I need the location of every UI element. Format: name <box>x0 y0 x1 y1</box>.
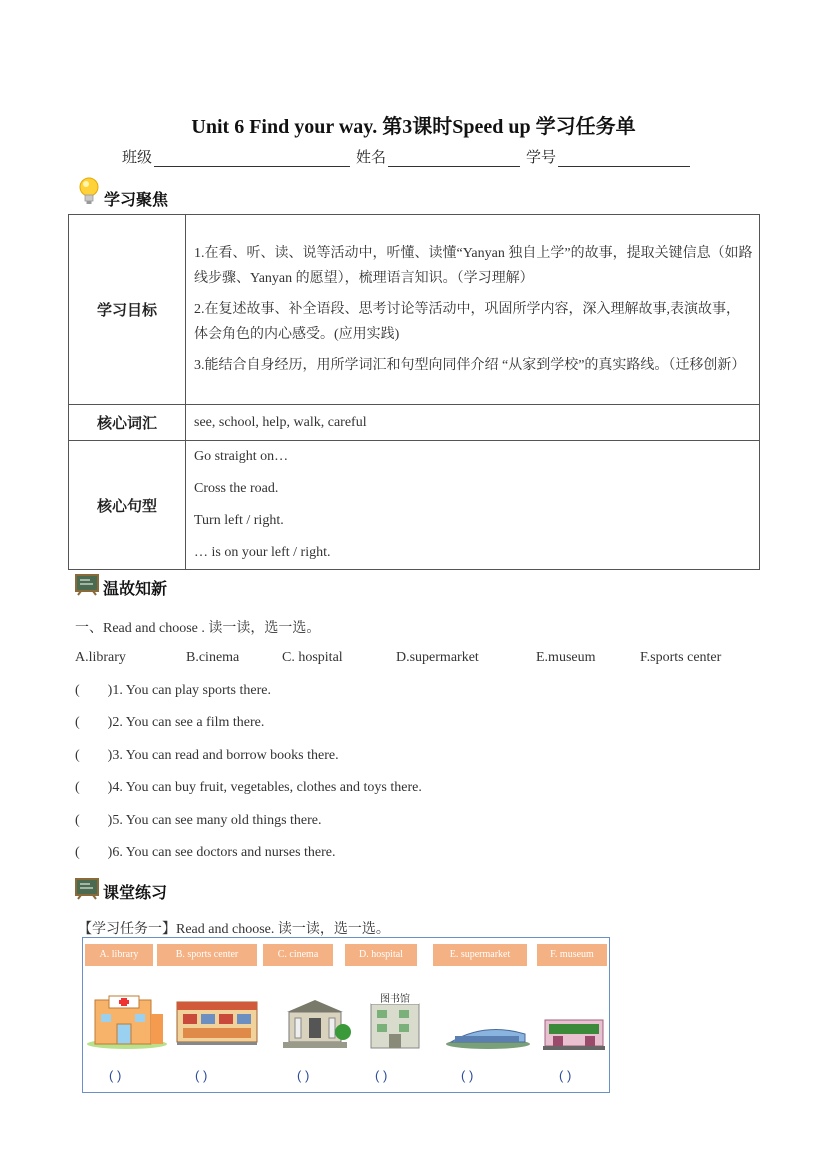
name-field[interactable] <box>388 148 520 167</box>
sports-center-icon <box>175 1000 259 1046</box>
table-row <box>69 441 760 570</box>
class-label: 班级 <box>122 148 153 166</box>
table-row <box>69 405 760 441</box>
tag-a: A. library <box>85 944 153 966</box>
goal-label: 学习目标 <box>69 215 186 405</box>
tag-f: F. museum <box>537 944 607 966</box>
page-title: Unit 6 Find your way. 第3课时Speed up 学习任务单 <box>191 116 636 138</box>
question-5: ( )5. You can see many old things there. <box>75 813 322 828</box>
supermarket-icon <box>445 1020 531 1050</box>
review-instruction: 一、Read and choose . 读一读，选一选。 <box>75 621 321 636</box>
question-3: ( )3. You can read and borrow books there. <box>75 748 339 763</box>
lightbulb-icon <box>78 176 100 210</box>
practice-heading: 课堂练习 <box>75 878 167 904</box>
focus-heading: 学习聚焦 <box>78 176 168 210</box>
answer-blank-2[interactable]: ( ) <box>195 1068 208 1083</box>
option-c: C. hospital <box>282 650 343 665</box>
answer-blank-3[interactable]: ( ) <box>297 1068 310 1083</box>
task-instruction: 【学习任务一】Read and choose. 读一读，选一选。 <box>78 922 390 937</box>
goal-item-3: 3.能结合自身经历，用所学词汇和句型向同伴介绍 “从家到学校”的真实路线。（迁移创新） <box>194 358 746 373</box>
vocab-label: 核心词汇 <box>69 405 186 441</box>
sentence-4: … is on your left / right. <box>194 545 331 560</box>
hospital-icon <box>85 994 167 1050</box>
vocab-content: see, school, help, walk, careful <box>186 405 760 441</box>
sentence-label: 核心句型 <box>69 441 186 570</box>
buildings-picture <box>82 937 610 1093</box>
blackboard-icon <box>75 574 99 600</box>
table-row <box>69 215 760 405</box>
question-4: ( )4. You can buy fruit, vegetables, clothes and toys there. <box>75 780 422 795</box>
class-field[interactable] <box>154 148 350 167</box>
tag-e: E. supermarket <box>433 944 527 966</box>
review-heading: 温故知新 <box>75 574 167 600</box>
cinema-icon <box>279 996 351 1050</box>
sentence-content <box>186 441 760 570</box>
library-sign: 图书馆 <box>380 994 410 1005</box>
number-field[interactable] <box>558 148 690 167</box>
answer-blank-6[interactable]: ( ) <box>559 1068 572 1083</box>
museum-icon <box>541 1016 607 1052</box>
option-d: D.supermarket <box>396 650 479 665</box>
sentence-1: Go straight on… <box>194 449 289 464</box>
answer-blank-1[interactable]: ( ) <box>109 1068 122 1083</box>
sentence-2: Cross the road. <box>194 481 279 496</box>
tag-d: D. hospital <box>345 944 417 966</box>
option-a: A.library <box>75 650 126 665</box>
blackboard-icon <box>75 878 99 904</box>
focus-table <box>68 214 760 570</box>
question-2: ( )2. You can see a film there. <box>75 715 265 730</box>
student-info <box>122 146 696 167</box>
number-label: 学号 <box>526 148 557 166</box>
option-f: F.sports center <box>640 650 722 665</box>
tag-b: B. sports center <box>157 944 257 966</box>
option-b: B.cinema <box>186 650 240 665</box>
goal-item-2: 2.在复述故事、补全语段、思考讨论等活动中，巩固所学内容，深入理解故事,表演故事，体会角色的内心感受。(应用实践) <box>194 302 740 342</box>
goal-item-1: 1.在看、听、读、说等活动中，听懂、读懂“Yanyan 独自上学”的故事，提取关键信息（如路线步骤、Yanyan 的愿望），梳理语言知识。（学习理解） <box>194 246 753 286</box>
library-icon <box>369 990 421 1050</box>
name-label: 姓名 <box>356 148 387 166</box>
sentence-3: Turn left / right. <box>194 513 284 528</box>
option-e: E.museum <box>536 650 596 665</box>
question-1: ( )1. You can play sports there. <box>75 683 271 698</box>
answer-blank-5[interactable]: ( ) <box>461 1068 474 1083</box>
goal-content <box>186 215 760 405</box>
question-6: ( )6. You can see doctors and nurses there. <box>75 845 336 860</box>
answer-blank-4[interactable]: ( ) <box>375 1068 388 1083</box>
tag-c: C. cinema <box>263 944 333 966</box>
